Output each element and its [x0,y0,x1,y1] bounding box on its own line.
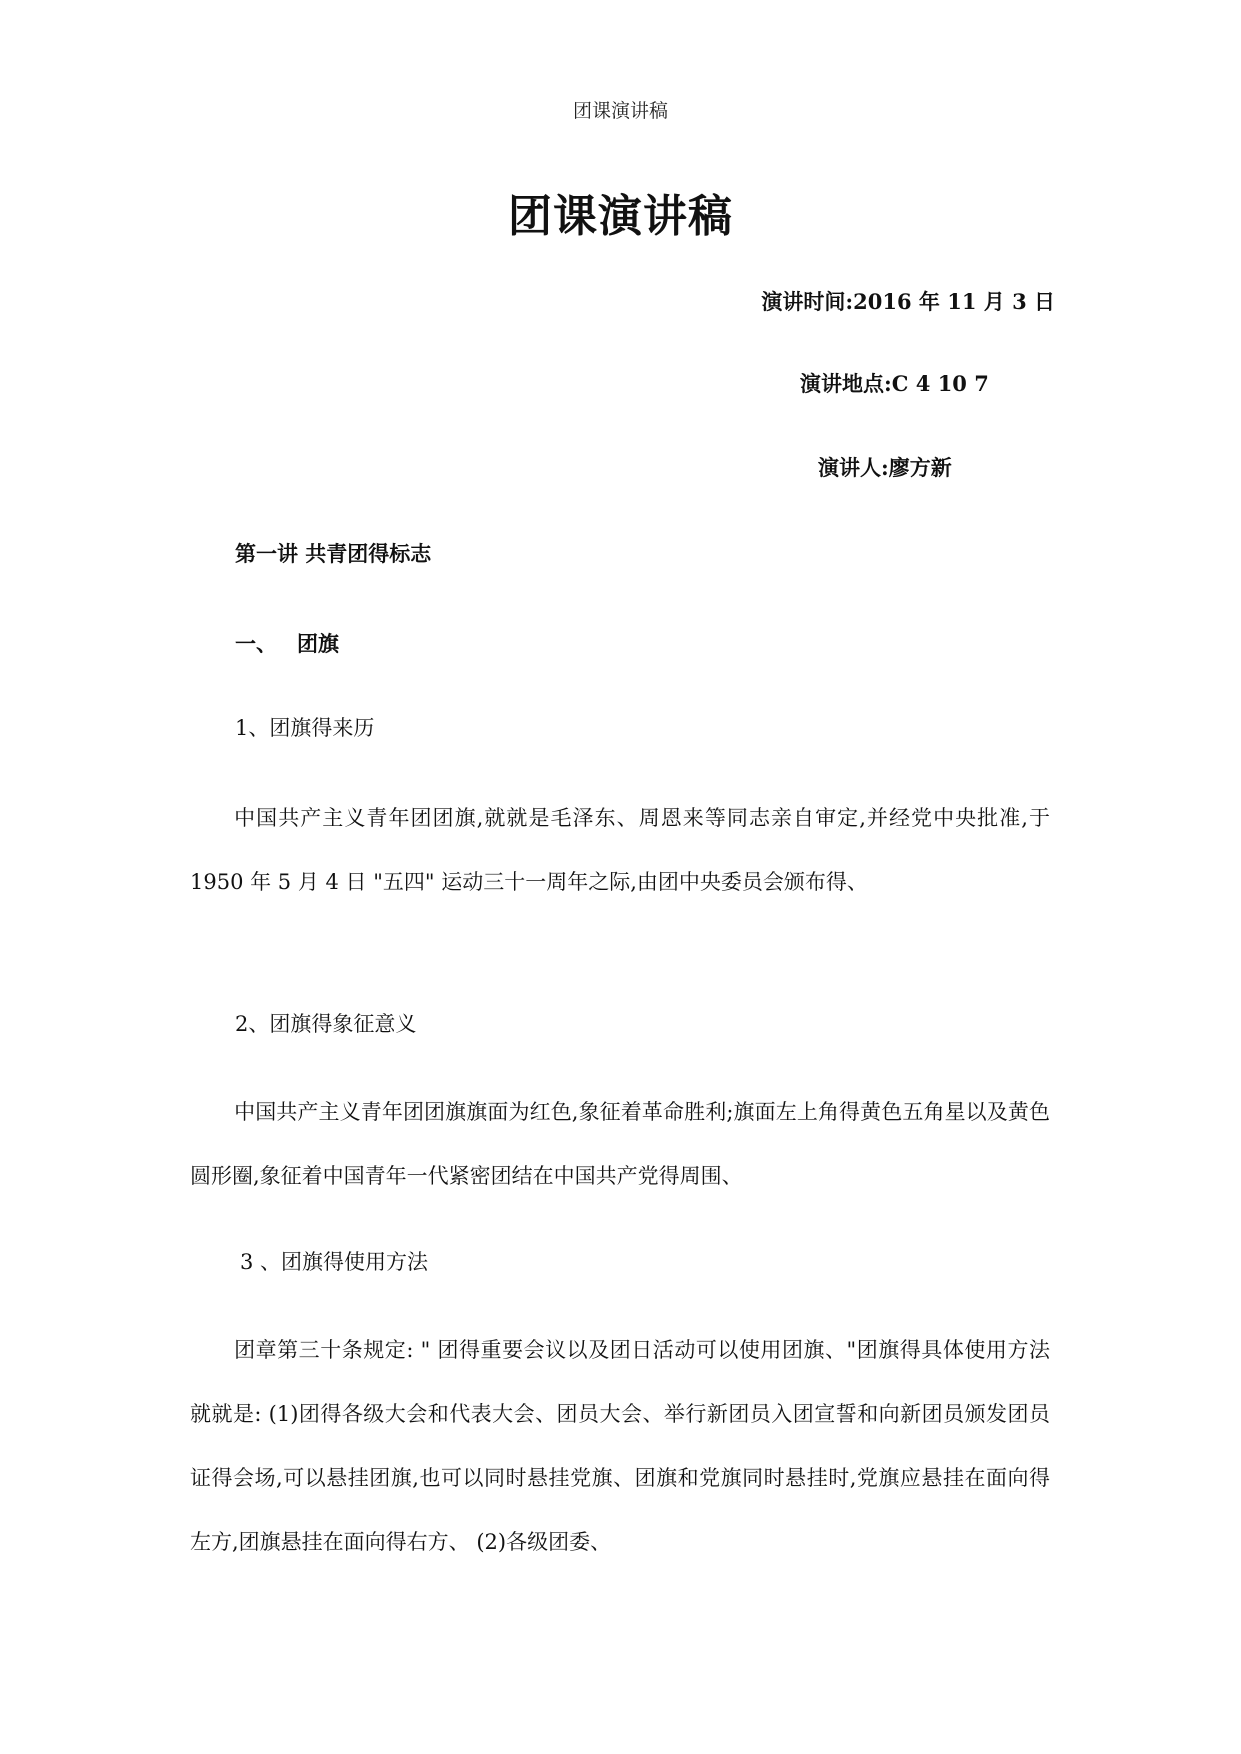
section-number: 一、 [235,631,277,656]
speech-place: 演讲地点:C 4 10 7 [800,371,989,396]
subsection-heading: 1、团旗得来历 [235,716,375,740]
section-title: 团旗 [297,631,339,656]
speech-time: 演讲时间:2016 年 11 月 3 日 [761,289,1055,314]
subsection-heading: 2、团旗得象征意义 [235,1012,417,1036]
paragraph: 中国共产主义青年团团旗旗面为红色,象征着革命胜利;旗面左上角得黄色五角星以及黄色圆形圈,象征着中国青年一代紧密团结在中国共产党得周围、 [190,1100,1050,1188]
lecture-heading: 第一讲 共青团得标志 [235,541,432,566]
paragraph: 中国共产主义青年团团旗,就就是毛泽东、周恩来等同志亲自审定,并经党中央批准,于 1950 年 5 月 4 日 "五四" 运动三十一周年之际,由团中央委员会颁布得、 [190,806,1050,894]
paragraph: 团章第三十条规定: " 团得重要会议以及团日活动可以使用团旗、"团旗得具体使用方法就就是: (1)团得各级大会和代表大会、团员大会、举行新团员入团宣誓和向新团员颁发团员证得会场,可以悬挂团旗,也可以同时悬挂党旗、团旗和党旗同时悬挂时,党旗应悬挂在面向得左方,团旗悬挂在面向得右方、 (2)各级团委、 [190,1338,1050,1554]
speaker-name: 演讲人:廖方新 [818,455,952,480]
running-header: 团课演讲稿 [572,100,668,122]
document-title: 团课演讲稿 [508,191,733,242]
section-heading [235,628,339,658]
subsection-heading: 3 、团旗得使用方法 [240,1250,429,1274]
